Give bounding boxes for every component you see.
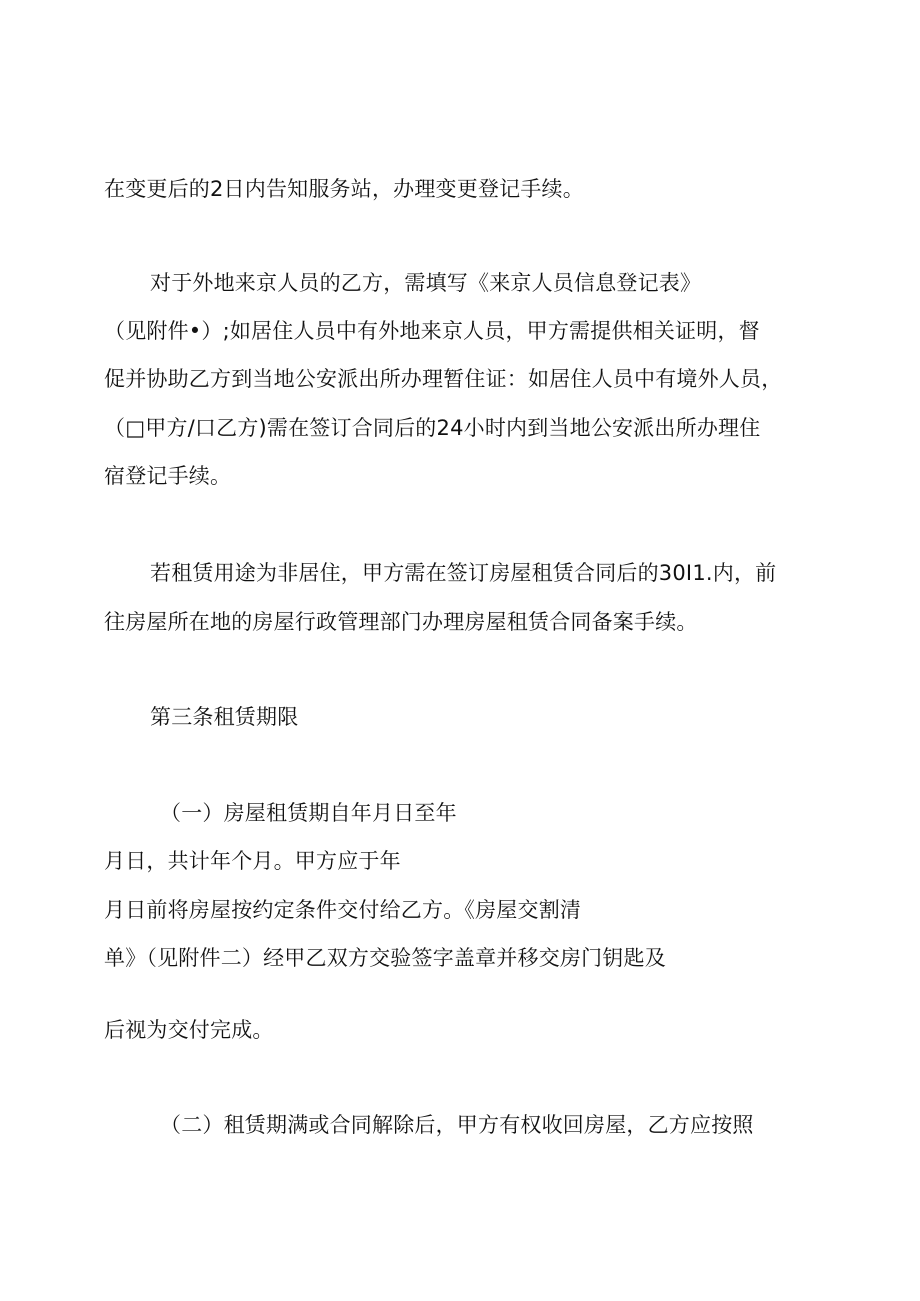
residents-line-4: （□甲方/口乙方)需在签订合同后的24小时内到当地公安派出所办理住 (104, 416, 761, 440)
residents-line-2: （见附件•）;如居住人员中有外地来京人员，甲方需提供相关证明，督 (104, 319, 760, 343)
nonresidential-line-2: 往房屋所在地的房屋行政管理部门办理房屋租赁合同备案手续。 (104, 610, 698, 634)
residents-line-5: 宿登记手续。 (104, 464, 232, 488)
clause-one-line-2: 月日，共计年个月。甲方应于年 (104, 849, 401, 873)
change-notice-line-1: 在变更后的2日内告知服务站，办理变更登记手续。 (104, 177, 584, 201)
clause-one-line-1: （一）房屋租赁期自年月日至年 (160, 801, 457, 825)
residents-line-1: 对于外地来京人员的乙方，需填写《来京人员信息登记表》 (150, 271, 702, 295)
residents-line-3: 促并协助乙方到当地公安派出所办理暂住证：如居住人员中有境外人员， (104, 367, 783, 391)
nonresidential-line-1: 若租赁用途为非居住，甲方需在签订房屋租赁合同后的30I1.内，前 (150, 561, 777, 585)
clause-two-line-1: （二）租赁期满或合同解除后，甲方有权收回房屋，乙方应按照 (160, 1113, 754, 1137)
clause-one-line-5: 后视为交付完成。 (104, 1018, 274, 1042)
article-three-heading: 第三条租赁期限 (150, 705, 299, 729)
clause-one-line-3: 月日前将房屋按约定条件交付给乙方。《房屋交割清 (104, 898, 582, 922)
clause-one-line-4: 单》（见附件二）经甲乙双方交验签字盖章并移交房门钥匙及 (104, 946, 666, 970)
